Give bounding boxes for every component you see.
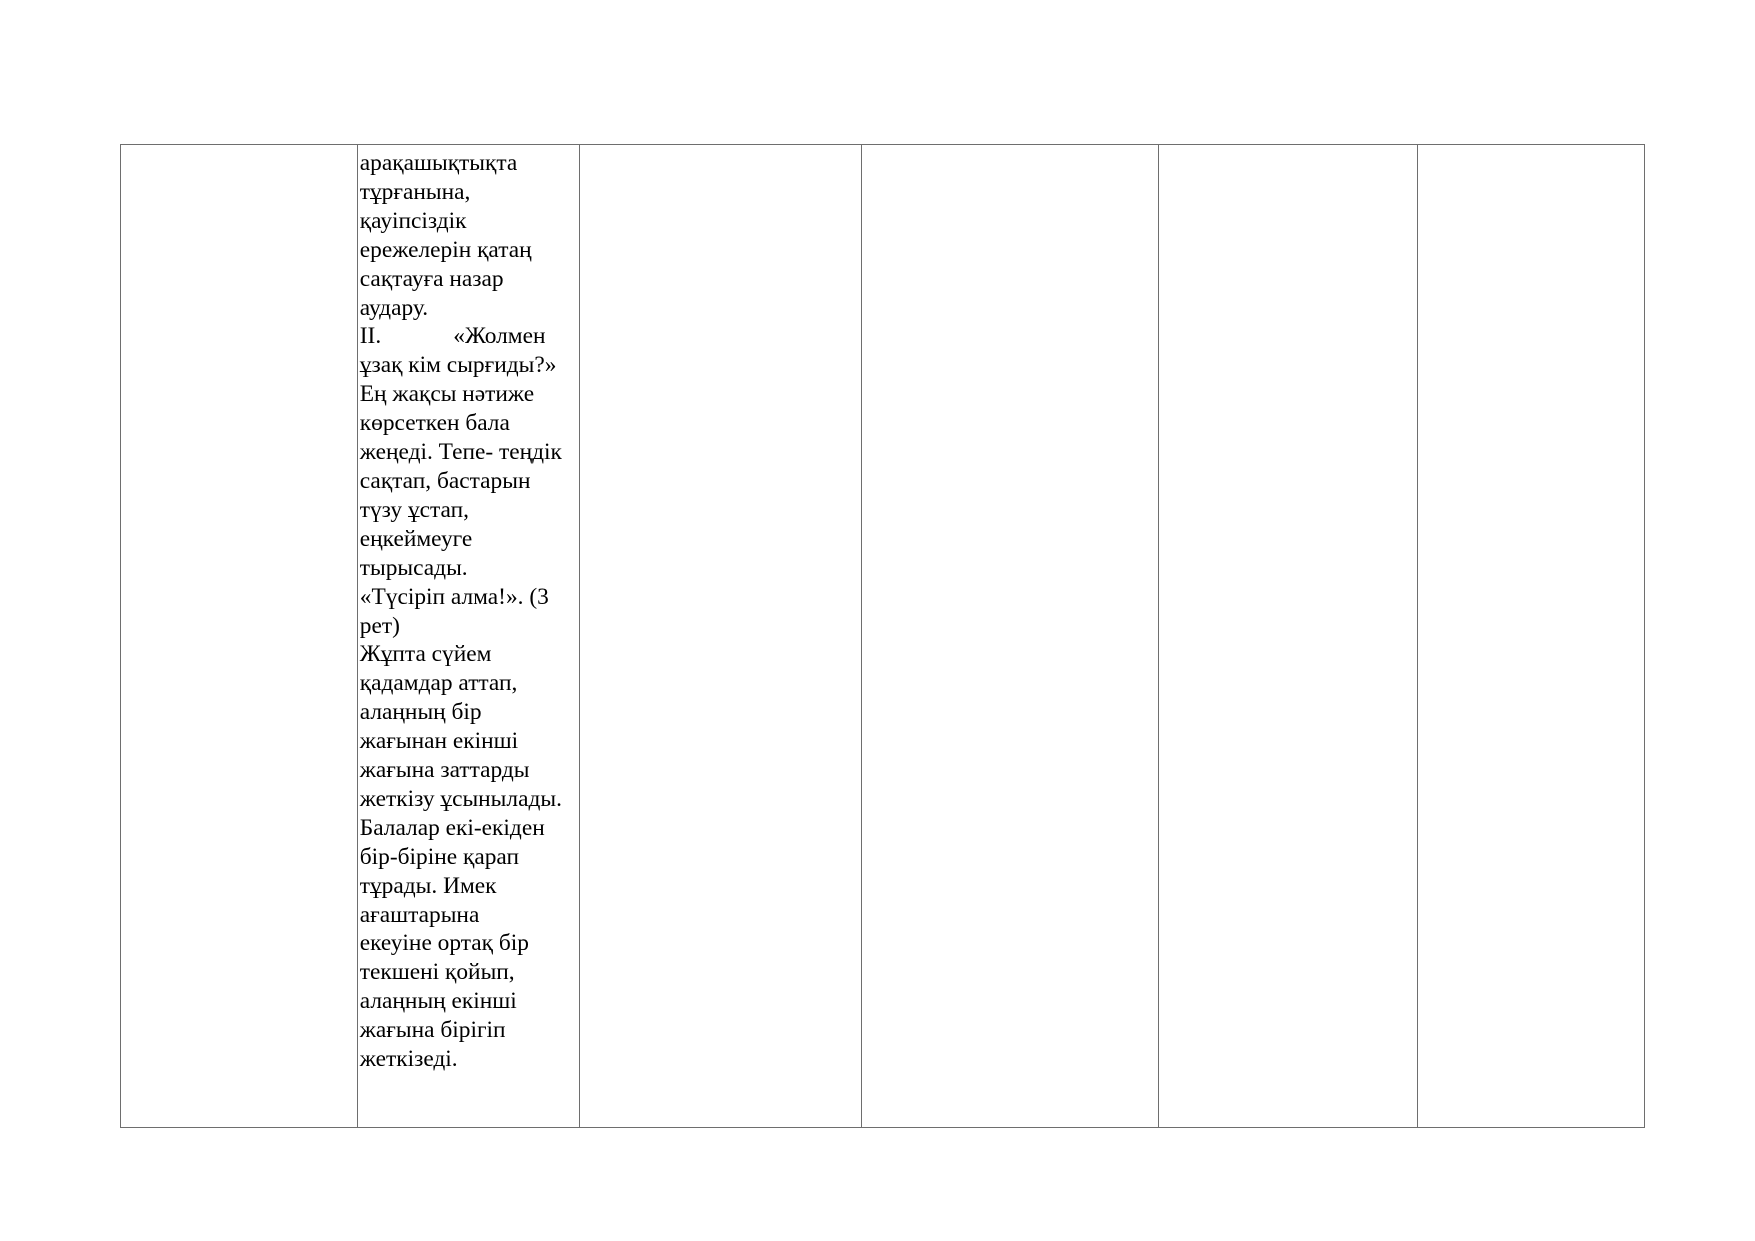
text-line: «Түсіріп алма!». (3 (359, 583, 549, 610)
text-line: текшені қойып, (359, 959, 515, 986)
text-line: жағына бірігіп (359, 1017, 506, 1044)
table-row (121, 145, 1645, 1128)
text-line: аудару. (359, 294, 429, 321)
text-line-justified (360, 322, 578, 351)
text-line: бір-біріне қарап (359, 843, 520, 870)
text-line: еңкеймеуге (359, 525, 473, 552)
text-line: жағына заттарды (359, 757, 530, 784)
text-line: ережелерін қатаң (359, 236, 532, 263)
text-line: қауіпсіздік (359, 207, 467, 234)
table-cell-col-2 (357, 145, 580, 1128)
list-number: ІІ. (359, 323, 382, 350)
text-line: Балалар екі-екіден (359, 814, 545, 841)
text-line: жеткізеді. (359, 1046, 458, 1073)
text-line: сақтауға назар (359, 265, 504, 292)
cell-text-block (358, 145, 580, 1074)
text-fragment: «Жолмен (453, 323, 546, 350)
text-line: алаңның бір (359, 699, 482, 726)
text-line: екеуіне ортақ бір (359, 930, 529, 957)
text-line: тұрады. Имек (359, 872, 497, 899)
text-line: сақтап, бастарын (359, 467, 531, 494)
text-line: тұрғанына, (359, 178, 471, 205)
text-line: алаңның екінші (359, 988, 517, 1015)
table-cell-col-3 (580, 145, 862, 1128)
table-cell-col-1 (121, 145, 358, 1128)
table-cell-col-5 (1159, 145, 1418, 1128)
text-line: қадамдар аттап, (359, 670, 518, 697)
text-line: ағаштарына (359, 901, 480, 928)
text-line: көрсеткен бала (359, 410, 510, 437)
text-line: рет) (359, 612, 400, 639)
text-line: Ең жақсы нәтиже (359, 381, 535, 408)
table-cell-col-6 (1418, 145, 1645, 1128)
text-line: жағынан екінші (359, 728, 519, 755)
table-cell-col-4 (862, 145, 1159, 1128)
text-line: жеңеді. Тепе- теңдік (359, 439, 562, 466)
text-line: тырысады. (359, 554, 468, 581)
text-line: ұзақ кім сырғиды?» (359, 352, 557, 379)
text-line: Жұпта сүйем (359, 641, 492, 668)
text-line: арақашықтықта (359, 150, 518, 176)
lesson-plan-table (120, 144, 1645, 1128)
text-line: түзу ұстап, (359, 496, 469, 523)
text-line: жеткізу ұсынылады. (359, 785, 562, 812)
